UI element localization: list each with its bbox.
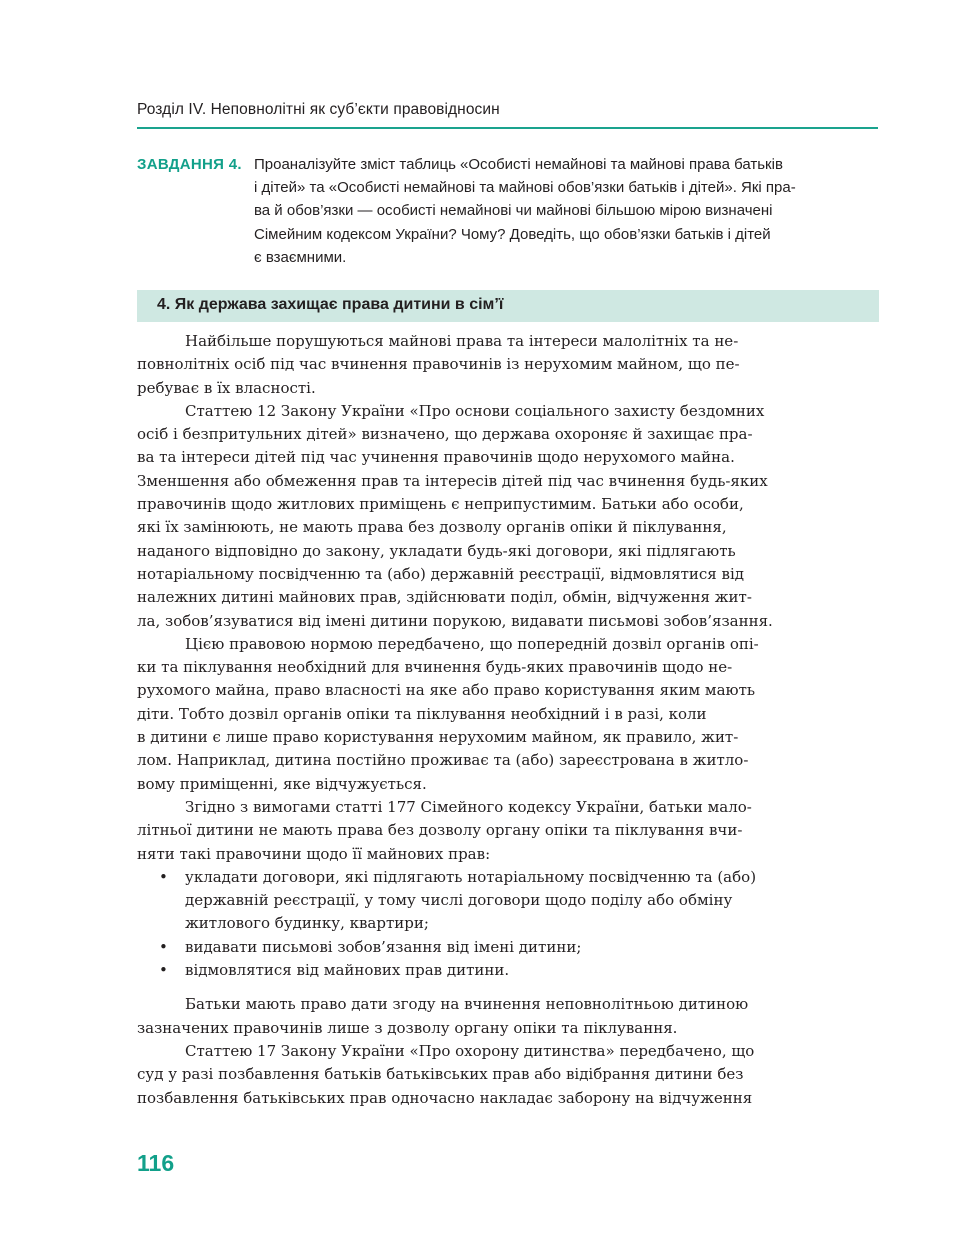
paragraph: Статтею 12 Закону України «Про основи соціального захисту бездомних осіб і безпритульних дітей» визначено, що держава охороняє й захищає пра- ва та інтереси дітей під час учинення правочинів щодо нерухомого майна. Зменшення або обмеження прав та інтересів дітей під час вчинення будь-яких правочинів щодо житлових приміщень є неприпустимим. Батьки або особи, які їх замінюють, не мають права без дозволу органів опіки й піклування, наданого відповідно до закону, укладати будь-які договори, які підлягають нотаріальному посвідченню та (або) державній реєстрації, відмовлятися від належних дитині майнових прав, здійснювати поділ, обмін, відчуження жит- ла, зобов’язуватися від імені дитини порукою, видавати письмові зобов’язання. — [137, 401, 773, 630]
section-heading-bar — [137, 290, 879, 322]
paragraph: Статтею 17 Закону України «Про охорону дитинства» передбачено, що суд у разі позбавлення батьків батьківських прав або відібрання дитини без позбавлення батьківських прав одночасно накладає заборону на відчуження — [137, 1041, 755, 1107]
bullet-icon: • — [159, 937, 168, 956]
header-rule — [137, 127, 878, 129]
task-block — [137, 153, 879, 269]
list-item — [137, 866, 879, 936]
bullet-list — [137, 866, 879, 982]
spacer — [137, 982, 879, 993]
running-head: Розділ IV. Неповнолітні як суб’єкти правовідносин — [137, 101, 500, 118]
section-title: 4. Як держава захищає права дитини в сім’ї — [157, 296, 504, 313]
task-label: ЗАВДАННЯ 4. — [137, 156, 242, 173]
paragraph: Згідно з вимогами статті 177 Сімейного кодексу України, батьки мало- літньої дитини не мають права без дозволу органу опіки та піклування вчи- няти такі правочини щодо її майнових прав: — [137, 797, 752, 863]
list-item-text: укладати договори, які підлягають нотаріальному посвідченню та (або) державній реєстрації, у тому числі договори щодо поділу або обміну житлового будинку, квартири; — [185, 867, 757, 933]
paragraph: Цією правовою нормою передбачено, що попередній дозвіл органів опі- ки та піклування необхідний для вчинення будь-яких правочинів щодо не- рухомого майна, право власності на яке або право користування яким мають діти. Тобто дозвіл органів опіки та піклування необхідний і в разі, коли в дитини є лише право користування нерухомим майном, як правило, жит- лом. Наприклад, дитина постійно проживає та (або) зареєстрована в житло- вому приміщенні, яке відчужується. — [137, 634, 759, 793]
bullet-icon: • — [159, 867, 168, 886]
list-item — [137, 936, 879, 959]
list-item-text: відмовлятися від майнових прав дитини. — [185, 961, 510, 980]
task-text: Проаналізуйте зміст таблиць «Особисті немайнові та майнові права батьків і дітей» та «Особисті немайнові та майнові обов’язки батьків і дітей». Які пра- ва й обов’язки — особисті немайнові чи майнові більшою мірою визначені Сімейним кодексом України? Чому? Доведіть, що обов’язки батьків і дітей є взаємними. — [254, 156, 796, 266]
bullet-icon: • — [159, 961, 168, 980]
page-number: 116 — [137, 1150, 175, 1176]
list-item — [137, 959, 879, 982]
paragraph: Найбільше порушуються майнові права та інтереси малолітніх та не- повнолітніх осіб під час вчинення правочинів із нерухомим майном, що пе- ребуває в їх власності. — [137, 332, 740, 397]
paragraph: Батьки мають право дати згоду на вчинення неповнолітньою дитиною зазначених правочинів лише з дозволу органу опіки та піклування. — [137, 995, 749, 1037]
list-item-text: видавати письмові зобов’язання від імені дитини; — [185, 937, 582, 956]
body-text — [137, 330, 879, 1110]
